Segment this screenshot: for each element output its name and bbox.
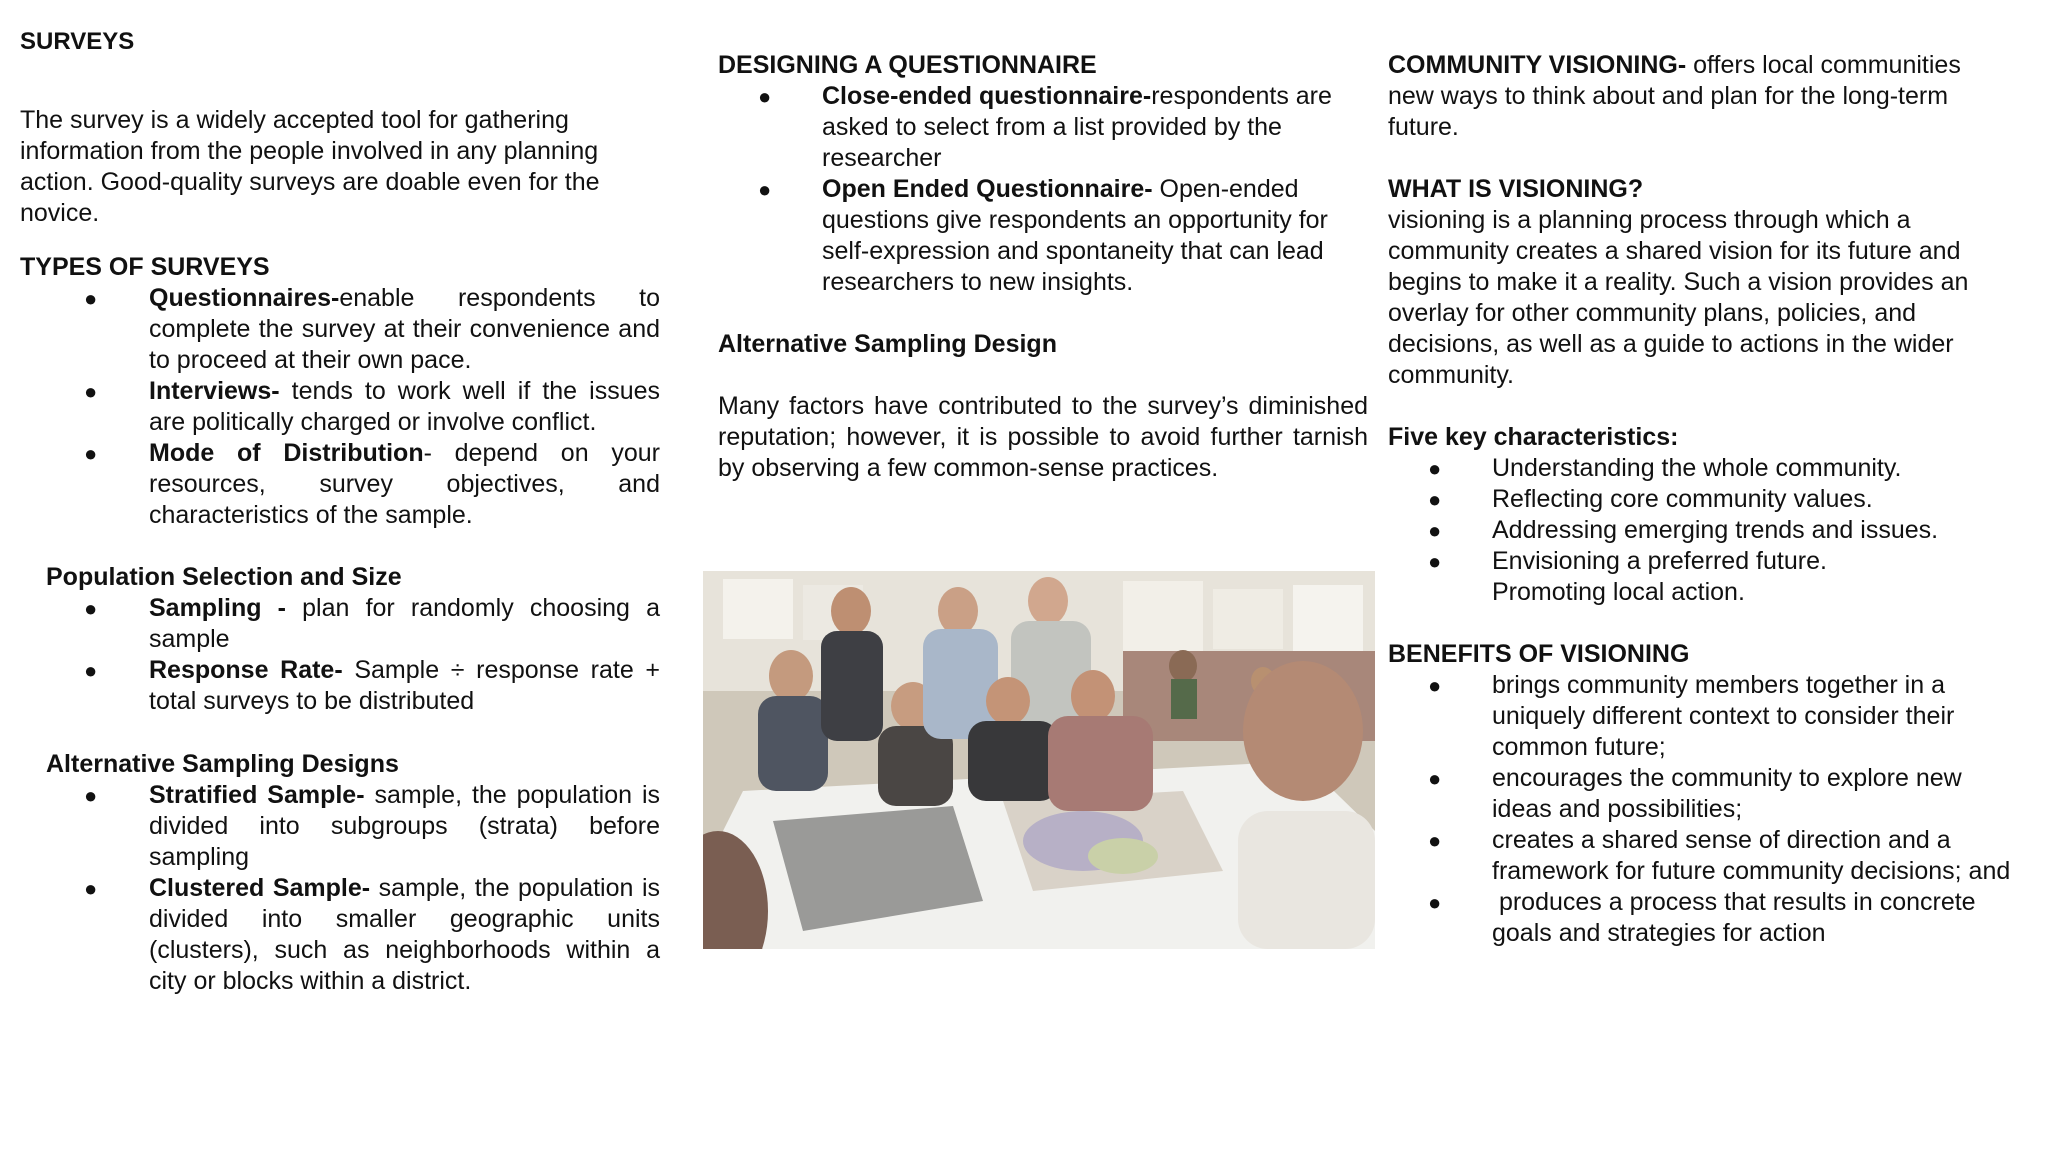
list-item <box>20 376 660 438</box>
bullet-icon: ● <box>1428 766 1442 791</box>
term-sampling: Sampling - <box>149 594 286 622</box>
population-heading: Population Selection and Size <box>46 563 402 591</box>
bullet-icon: ● <box>1428 890 1442 915</box>
bullet-icon: ● <box>84 379 98 404</box>
desc-sampling: plan for randomly choosing a sample <box>149 594 660 653</box>
list-item <box>20 873 660 997</box>
bullet-icon: ● <box>84 286 98 311</box>
list-item <box>718 81 1358 174</box>
workshop-photo-image <box>703 571 1375 949</box>
bullet-icon: ● <box>758 84 772 109</box>
five-key-characteristics-heading: Five key characteristics: <box>1388 423 1679 451</box>
surveys-title: SURVEYS <box>20 28 135 55</box>
list-item <box>20 780 660 873</box>
benefit-text: creates a shared sense of direction and a framework for future community decisions; and <box>1492 826 2011 885</box>
desc-response-rate: Sample ÷ response rate + total surveys to be distributed <box>149 656 660 715</box>
surveys-intro: The survey is a widely accepted tool for gathering information from the people involved in any planning action. Good-quality surveys are doable even for the novice. <box>20 106 600 227</box>
characteristic-text: Promoting local action. <box>1492 578 1745 606</box>
list-item <box>1388 484 2018 515</box>
list-item <box>1388 546 2018 577</box>
bullet-icon: ● <box>84 441 98 466</box>
term-mode-of-distribution: Mode of Distribution <box>149 439 424 467</box>
bullet-icon: ● <box>1428 673 1442 698</box>
desc-mode-of-distribution: - depend on your resources, survey objectives, and characteristics of the sample. <box>149 439 660 529</box>
workshop-photo <box>703 571 1375 949</box>
bullet-icon: ● <box>1428 549 1442 574</box>
what-is-visioning-heading: WHAT IS VISIONING? <box>1388 175 1644 203</box>
characteristic-text: Reflecting core community values. <box>1492 485 1873 513</box>
desc-close-ended: respondents are asked to select from a list provided by the researcher <box>822 82 1332 172</box>
list-item <box>1388 763 2018 825</box>
characteristic-text: Envisioning a preferred future. <box>1492 547 1827 575</box>
bullet-icon: ● <box>84 596 98 621</box>
bullet-icon: ● <box>758 177 772 202</box>
desc-community-visioning: offers local communities new ways to think about and plan for the long-term future. <box>1388 51 1961 141</box>
alt-sampling-designs-heading: Alternative Sampling Designs <box>46 750 399 778</box>
bullet-icon: ● <box>1428 828 1442 853</box>
term-questionnaires: Questionnaires- <box>149 284 340 312</box>
term-interviews: Interviews- <box>149 377 280 405</box>
term-close-ended: Close-ended questionnaire- <box>822 82 1152 110</box>
benefits-of-visioning-heading: BENEFITS OF VISIONING <box>1388 640 1690 668</box>
term-response-rate: Response Rate- <box>149 656 343 684</box>
community-visioning-paragraph <box>1388 50 2008 143</box>
list-item <box>20 438 660 531</box>
list-item <box>718 174 1358 298</box>
desc-open-ended: Open-ended questions give respondents an opportunity for self-expression and spontaneity that can lead researchers to new insights. <box>822 175 1328 296</box>
bullet-icon: ● <box>1428 518 1442 543</box>
alt-sampling-design-heading: Alternative Sampling Design <box>718 330 1057 358</box>
list-item <box>1388 670 2018 763</box>
term-clustered: Clustered Sample- <box>149 874 371 902</box>
desc-stratified: sample, the population is divided into subgroups (strata) before sampling <box>149 781 660 871</box>
characteristic-text: Addressing emerging trends and issues. <box>1492 516 1939 544</box>
bullet-icon: ● <box>1428 487 1442 512</box>
types-of-surveys-list <box>20 283 660 531</box>
desc-clustered: sample, the population is divided into smaller geographic units (clusters), such as neighborhoods within a city or blocks within a district. <box>149 874 660 995</box>
types-of-surveys-heading: TYPES OF SURVEYS <box>20 253 270 281</box>
term-open-ended: Open Ended Questionnaire- <box>822 175 1153 203</box>
benefits-of-visioning-list <box>1388 670 2018 949</box>
benefit-text: brings community members together in a uniquely different context to consider their common future; <box>1492 671 1955 761</box>
what-is-visioning-text: visioning is a planning process through which a community creates a shared vision for its future and begins to make it a reality. Such a vision provides an overlay for other community plans, policies, and decisions, as well as a guide to actions in the wider community. <box>1388 206 1969 389</box>
term-community-visioning: COMMUNITY VISIONING- <box>1388 51 1687 79</box>
list-item <box>1388 887 2018 949</box>
list-item <box>20 593 660 655</box>
list-item <box>1388 453 2018 484</box>
population-list <box>20 593 660 717</box>
list-item <box>1388 825 2018 887</box>
designing-questionnaire-heading: DESIGNING A QUESTIONNAIRE <box>718 51 1097 79</box>
list-item <box>20 655 660 717</box>
desc-questionnaires: enable respondents to complete the survey at their convenience and to proceed at their own pace. <box>149 284 660 374</box>
five-key-characteristics-list <box>1388 453 2018 608</box>
bullet-icon: ● <box>84 876 98 901</box>
term-stratified: Stratified Sample- <box>149 781 365 809</box>
list-item <box>20 283 660 376</box>
benefit-text: produces a process that results in concrete goals and strategies for action <box>1492 888 1983 947</box>
characteristic-text: Understanding the whole community. <box>1492 454 1902 482</box>
alt-sampling-design-text: Many factors have contributed to the survey’s diminished reputation; however, it is possible to avoid further tarnish by observing a few common-sense practices. <box>718 392 1368 482</box>
alt-sampling-designs-list <box>20 780 660 997</box>
bullet-icon: ● <box>1428 456 1442 481</box>
list-item <box>1388 515 2018 546</box>
bullet-icon: ● <box>84 783 98 808</box>
list-item-continuation <box>1388 577 2018 608</box>
benefit-text: encourages the community to explore new ideas and possibilities; <box>1492 764 1962 823</box>
questionnaire-types-list <box>718 81 1358 298</box>
desc-interviews: tends to work well if the issues are politically charged or involve conflict. <box>149 377 660 436</box>
bullet-icon: ● <box>84 658 98 683</box>
